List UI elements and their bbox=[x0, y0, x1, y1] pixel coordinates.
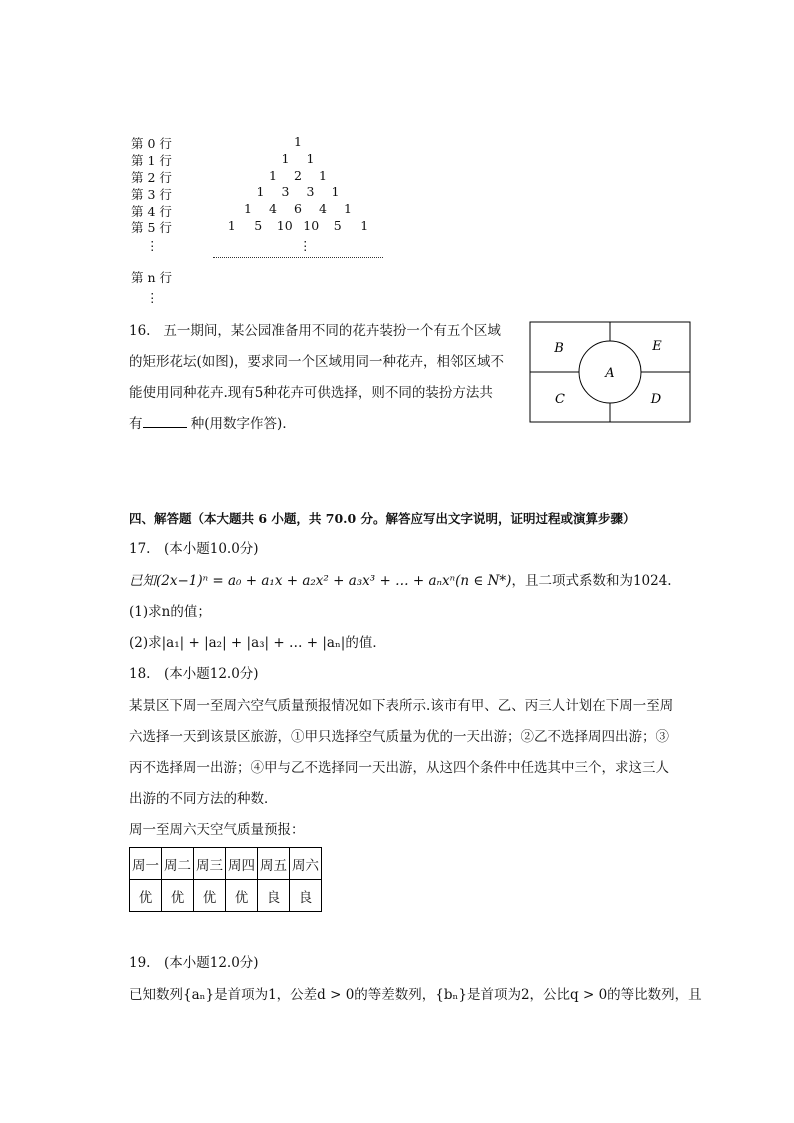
triangle-number: 1 bbox=[269, 167, 277, 183]
triangle-number: 4 bbox=[269, 201, 277, 217]
triangle-number: 5 bbox=[333, 218, 342, 233]
table-header-cell: 周六 bbox=[290, 848, 322, 880]
section-title: 四、解答题（本大题共 6 小题，共 70.0 分。解答应写出文字说明，证明过程或演算步骤） bbox=[129, 511, 636, 526]
q16-line-1 bbox=[129, 316, 501, 347]
q16-text-4b: 种(用数字作答)． bbox=[186, 416, 296, 432]
q17-formula: 已知(2x−1)ⁿ = a₀ + a₁x + a₂x² + a₃x³ + … + aₙxⁿ(n ∈ N*) bbox=[129, 573, 512, 589]
triangle-number: 3 bbox=[306, 184, 315, 200]
region-c-label: C bbox=[555, 392, 565, 407]
triangle-number: 6 bbox=[294, 201, 302, 217]
q18-line-2: 六选择一天到该景区旅游，①甲只选择空气质量为优的一天出游；②乙不选择周四出游；③ bbox=[129, 729, 669, 745]
q18-table-caption: 周一至周六天空气质量预报： bbox=[129, 822, 305, 838]
table-cell: 良 bbox=[258, 880, 290, 912]
q17-part2: (2)求|a₁| + |a₂| + |a₃| + … + |aₙ|的值． bbox=[129, 635, 386, 651]
flowerbed-figure bbox=[529, 321, 691, 423]
triangle-number: 4 bbox=[319, 201, 327, 217]
row-label-5: 第 5 行 bbox=[131, 220, 172, 235]
q17-part1: (1)求n的值； bbox=[129, 604, 211, 620]
table-cell: 优 bbox=[162, 880, 194, 912]
q17-stem-tail: ，且二项式系数和为1024. bbox=[511, 573, 672, 589]
q16-line-3: 能使用同种花卉.现有5种花卉可供选择，则不同的装扮方法共 bbox=[129, 385, 493, 401]
triangle-number: 1 bbox=[294, 134, 302, 149]
triangle-vdots: ⋮ bbox=[299, 238, 312, 253]
table-header-cell: 周五 bbox=[258, 848, 290, 880]
table-header-cell: 周三 bbox=[194, 848, 226, 880]
triangle-number: 1 bbox=[244, 201, 252, 217]
row-label-vdots: ⋮ bbox=[146, 238, 159, 253]
table-cell: 优 bbox=[226, 880, 258, 912]
table-cell: 良 bbox=[290, 880, 322, 912]
triangle-number: 5 bbox=[254, 218, 263, 233]
triangle-number: 1 bbox=[306, 150, 315, 166]
table-cell: 优 bbox=[130, 880, 162, 912]
row-label-4: 第 4 行 bbox=[131, 204, 172, 219]
triangle-number: 1 bbox=[331, 184, 340, 200]
q19-line-1: 已知数列{aₙ}是首项为1，公差d > 0的等差数列，{bₙ}是首项为2，公比q > 0的等比数列，且 bbox=[129, 987, 702, 1003]
triangle-number: 10 bbox=[303, 218, 320, 233]
answer-blank[interactable] bbox=[143, 413, 187, 428]
row-label-vdots-2: ⋮ bbox=[146, 290, 159, 305]
row-label-n: 第 n 行 bbox=[131, 270, 172, 285]
q16-number: 16. bbox=[129, 323, 151, 339]
table-header-row bbox=[130, 848, 322, 880]
q16-text-4a: 有 bbox=[129, 416, 143, 432]
q17-stem bbox=[129, 566, 672, 597]
table-header-cell: 周一 bbox=[130, 848, 162, 880]
triangle-number: 1 bbox=[319, 167, 327, 183]
row-label-3: 第 3 行 bbox=[131, 187, 172, 202]
region-a-label: A bbox=[605, 366, 615, 381]
triangle-number: 1 bbox=[344, 201, 352, 217]
q16-text-1: 五一期间，某公园准备用不同的花卉装扮一个有五个区域 bbox=[163, 323, 501, 339]
triangle-number: 3 bbox=[281, 184, 290, 200]
q17-header: 17. (本小题10.0分) bbox=[129, 541, 259, 557]
table-header-cell: 周二 bbox=[162, 848, 194, 880]
row-label-0: 第 0 行 bbox=[131, 136, 172, 151]
q16-line-2: 的矩形花坛(如图)，要求同一个区域用同一种花卉，相邻区域不 bbox=[129, 354, 505, 370]
table-header-cell: 周四 bbox=[226, 848, 258, 880]
triangle-dotted-line bbox=[213, 251, 383, 258]
triangle-number: 2 bbox=[294, 167, 302, 183]
triangle-number: 1 bbox=[360, 218, 369, 233]
q19-header: 19. (本小题12.0分) bbox=[129, 955, 259, 971]
region-b-label: B bbox=[554, 341, 564, 356]
triangle-number: 1 bbox=[227, 218, 236, 233]
q18-line-1: 某景区下周一至周六空气质量预报情况如下表所示.该市有甲、乙、丙三人计划在下周一至周 bbox=[129, 698, 674, 714]
region-d-label: D bbox=[650, 392, 662, 407]
triangle-number: 1 bbox=[256, 184, 265, 200]
row-label-1: 第 1 行 bbox=[131, 153, 172, 168]
table-cell: 优 bbox=[194, 880, 226, 912]
row-label-2: 第 2 行 bbox=[131, 170, 172, 185]
q18-line-3: 丙不选择周一出游；④甲与乙不选择同一天出游，从这四个条件中任选其中三个，求这三人 bbox=[129, 760, 669, 776]
q18-header: 18. (本小题12.0分) bbox=[129, 666, 259, 682]
air-quality-table bbox=[129, 847, 322, 912]
q16-line-4 bbox=[129, 409, 296, 440]
triangle-number: 10 bbox=[276, 218, 293, 233]
region-e-label: E bbox=[652, 339, 662, 354]
triangle-number: 1 bbox=[281, 150, 290, 166]
table-row bbox=[130, 880, 322, 912]
q18-line-4: 出游的不同方法的种数． bbox=[129, 791, 278, 807]
